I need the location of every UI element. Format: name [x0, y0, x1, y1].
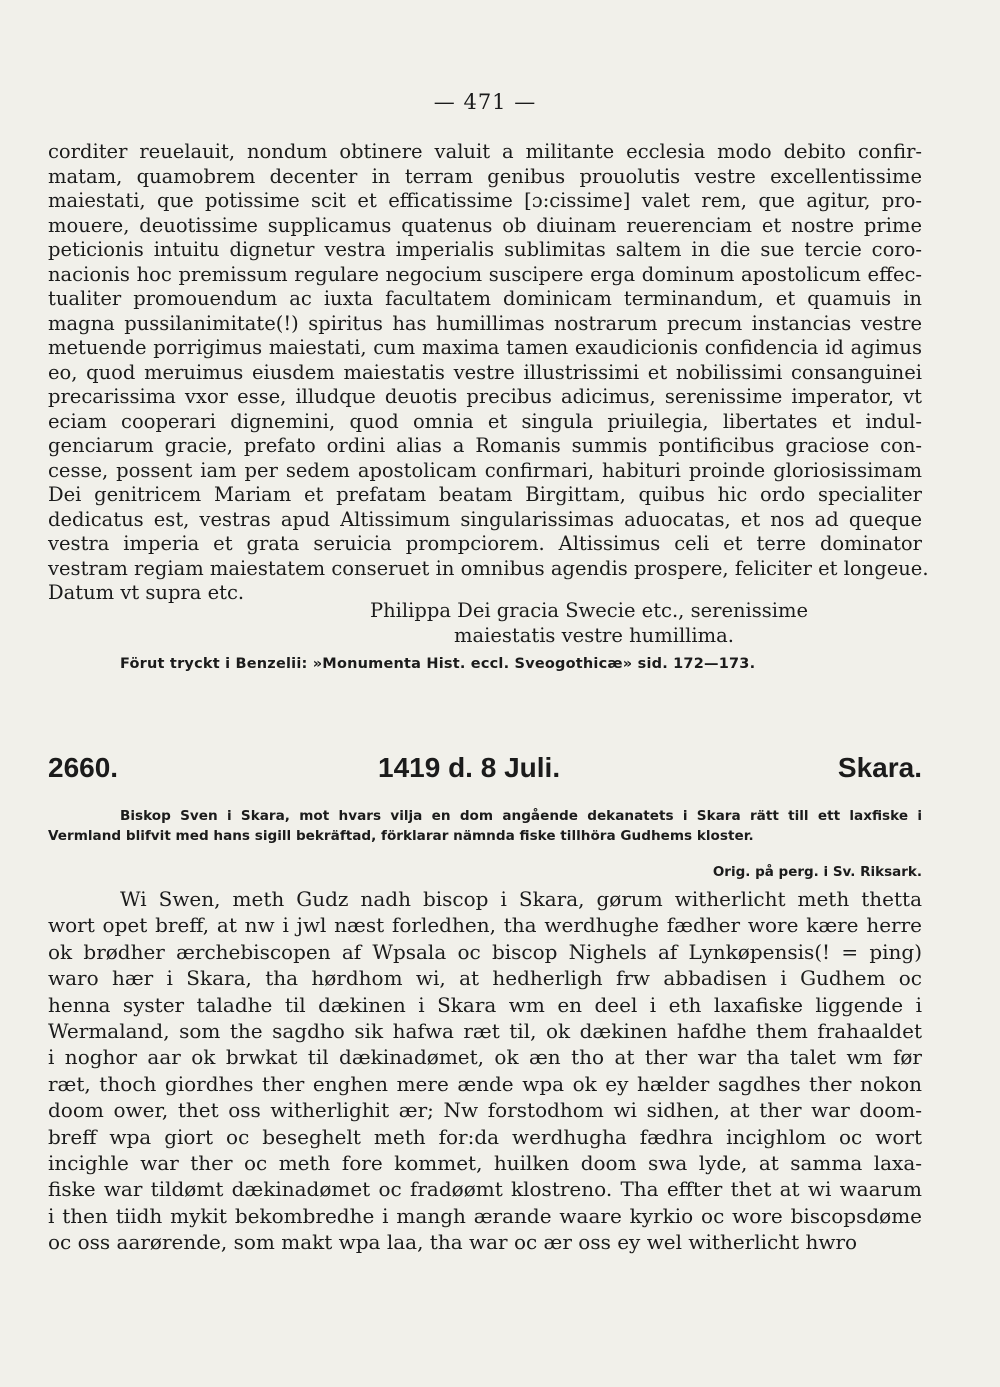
text-line: magna pussilanimitate(!) spiritus has humillimas nostrarum precum instancias vestre	[48, 311, 922, 335]
signature-line-2: maiestatis vestre humillima.	[454, 624, 734, 647]
document-header	[48, 752, 922, 788]
document-number: 2660.	[48, 752, 119, 783]
text-line: i then tiidh mykit bekombredhe i mangh ærande waare kyrkio oc wore biscopsdøme	[48, 1203, 922, 1228]
text-line: fiske war tildømt dækinadømet oc fradøømt klostreno. Tha effter thet at wi waarum	[48, 1177, 922, 1202]
text-line: i noghor aar ok brwkat til dækinadømet, ok æn tho at ther war tha talet wm før	[48, 1045, 922, 1070]
text-line: oc oss aarørende, som makt wpa laa, tha war oc ær oss ey wel witherlicht hwro	[48, 1230, 858, 1255]
text-line: Wermaland, som the sagdho sik hafwa ræt til, ok dækinen hafdhe them frahaaldet	[48, 1019, 922, 1044]
text-line: waro hær i Skara, tha hørdhom wi, at hedherligh frw abbadisen i Gudhem oc	[48, 966, 922, 991]
text-line: vestram regiam maiestatem conseruet in omnibus agendis prospere, feliciter et longeue.	[48, 556, 929, 580]
text-line: Wi Swen, meth Gudz nadh biscop i Skara, gørum witherlicht meth thetta	[120, 887, 922, 911]
text-line: cesse, possent iam per sedem apostolicam confirmari, habituri proinde gloriosissimam	[48, 458, 922, 482]
text-line: dedicatus est, vestras apud Altissimum singularissimas aduocatas, et nos ad queque	[48, 507, 922, 531]
letter-ending-text	[48, 140, 929, 606]
summary-line: Vermland blifvit med hans sigill bekräftad, förklarar nämnda fiske tillhöra Gudhems kloster.	[48, 828, 754, 844]
signature-block	[48, 598, 922, 648]
text-line: mouere, deuotissime supplicamus quatenus ob diuinam reuerenciam et nostre prime	[48, 213, 922, 237]
text-line: precarissima vxor esse, illudque deuotis precibus adicimus, serenissime imperator, vt	[48, 385, 922, 408]
text-line: nacionis hoc premissum regulare negocium suscipere erga dominum apostolicum effec-	[48, 262, 922, 286]
prior-print-note: Förut tryckt i Benzelii: »Monumenta Hist. eccl. Sveogothicæ» sid. 172—173.	[120, 656, 756, 672]
text-line: genciarum gracie, prefato ordini alias a Romanis summis pontificibus graciose con-	[48, 434, 922, 457]
signature-line-1: Philippa Dei gracia Swecie etc., serenissime	[370, 599, 809, 622]
page-number: — 471 —	[433, 90, 537, 114]
document-date: 1419 d. 8 Juli.	[378, 752, 561, 783]
text-line: peticionis intuitu dignetur vestra imperialis sublimitas saltem in die sue tercie coro-	[48, 238, 922, 261]
summary-line: Biskop Sven i Skara, mot hvars vilja en dom angående dekanatets i Skara rätt till ett laxfiske i	[120, 808, 922, 824]
text-line: tualiter promouendum ac iuxta facultatem dominicam terminandum, et quamuis in	[48, 287, 922, 310]
text-line: doom ower, thet oss witherlighit ær; Nw forstodhom wi sidhen, at ther war doom-	[48, 1098, 922, 1123]
text-line: ok brødher ærchebiscopen af Wpsala oc biscop Nighels af Lynkøpensis(! = ping)	[48, 939, 922, 964]
text-line: ræt, thoch giordhes ther enghen mere ænde wpa ok ey hælder sagdhes ther nokon	[48, 1071, 922, 1096]
text-line: wort opet breff, at nw i jwl næst forledhen, tha werdhughe fædher wore kære herre	[48, 913, 922, 938]
charter-text	[48, 886, 922, 1256]
text-line: Dei genitricem Mariam et prefatam beatam Birgittam, quibus hic ordo specialiter	[48, 483, 922, 506]
document-place: Skara.	[837, 752, 922, 783]
text-line: corditer reuelauit, nondum obtinere valuit a militante ecclesia modo debito confir-	[48, 140, 922, 163]
text-line: Datum vt supra etc.	[48, 581, 245, 604]
text-line: eo, quod meruimus eiusdem maiestatis vestre illustrissimi et nobilissimi consanguinei	[48, 360, 922, 384]
text-line: breff wpa giort oc beseghelt meth for:da werdhugha fædhra incighlom oc wort	[48, 1124, 922, 1149]
text-line: maiestati, que potissime scit et efficatissime [ɔ:cissime] valet rem, que agitur, pro-	[48, 189, 922, 212]
text-line: eciam cooperari dignemini, quod omnia et singula priuilegia, libertates et indul-	[48, 409, 922, 433]
source-note: Orig. på perg. i Sv. Riksark.	[712, 864, 922, 880]
text-line: henna syster taladhe til dækinen i Skara wm en deel i eth laxafiske liggende i	[48, 992, 922, 1017]
document-summary	[48, 806, 922, 846]
text-line: incighle war ther oc meth fore kommet, huilken doom swa lyde, at samma laxa-	[48, 1151, 922, 1176]
text-line: matam, quamobrem decenter in terram genibus prouolutis vestre excellentissime	[48, 164, 922, 188]
text-line: metuende porrigimus maiestati, cum maxima tamen exaudicionis confidencia id agimus	[48, 336, 922, 359]
text-line: vestra imperia et grata seruicia prompciorem. Altissimus celi et terre dominator	[48, 532, 922, 555]
